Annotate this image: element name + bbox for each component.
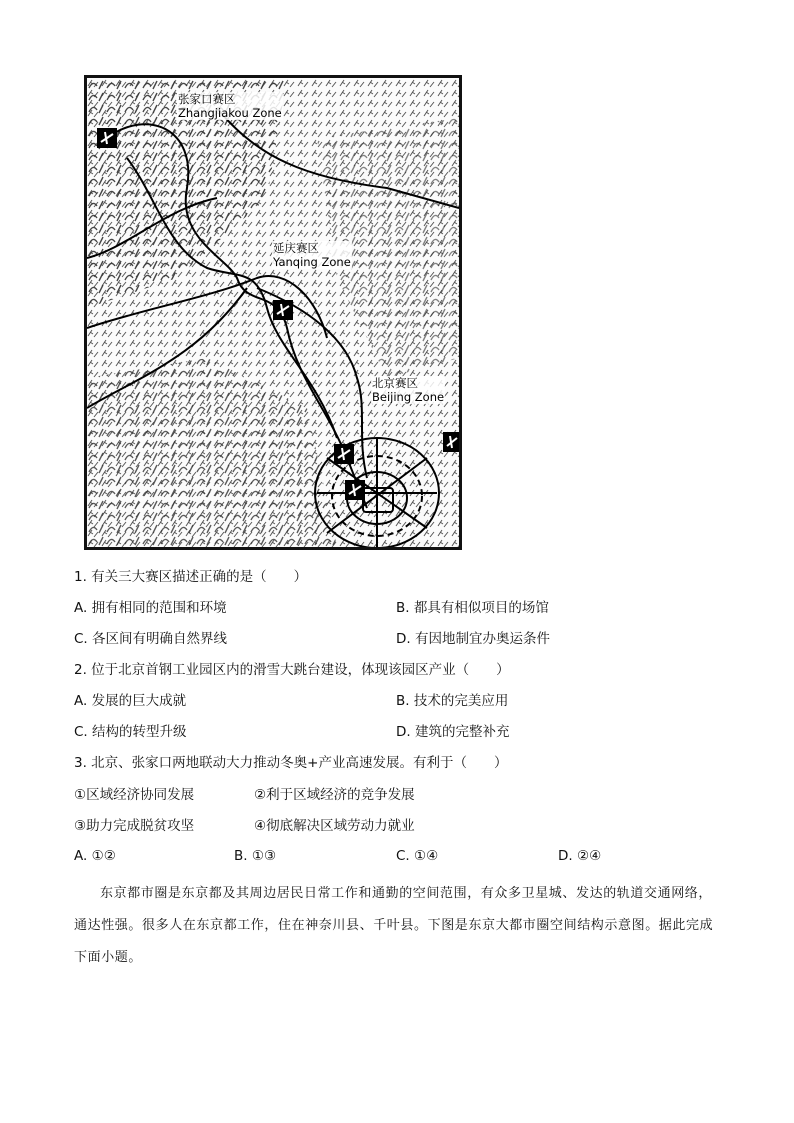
option-b[interactable] <box>396 692 508 710</box>
statement-2: ②利于区域经济的竞争发展 <box>254 787 415 803</box>
option-key: A. <box>74 848 88 864</box>
option-key: A. <box>74 693 88 709</box>
option-text: ①② <box>91 848 116 864</box>
option-text: 结构的转型升级 <box>92 724 187 740</box>
zone-en-label: Yanqing Zone <box>273 255 351 269</box>
option-text: 各区间有明确自然界线 <box>92 631 228 647</box>
zone-cn-label: 北京赛区 <box>372 376 418 390</box>
option-key: D. <box>396 724 411 740</box>
statement-1: ①区域经济协同发展 <box>74 787 195 803</box>
question-1-stem: 1. 有关三大赛区描述正确的是（ ） <box>74 569 308 585</box>
option-text: ①④ <box>414 848 439 864</box>
option-text: 技术的完美应用 <box>413 693 509 709</box>
option-key: C. <box>396 848 410 864</box>
option-text: 拥有相同的范围和环境 <box>91 600 227 616</box>
option-c[interactable] <box>74 723 187 741</box>
ski-jump-icon <box>97 128 117 148</box>
option-b[interactable] <box>396 599 549 617</box>
option-key: C. <box>74 724 88 740</box>
option-key: A. <box>74 600 88 616</box>
map-drawing <box>87 78 459 547</box>
question-3-stem: 3. 北京、张家口两地联动大力推动冬奥+产业高速发展。有利于（ ） <box>74 755 508 771</box>
option-text: 建筑的完整补充 <box>414 724 510 740</box>
option-key: D. <box>558 848 573 864</box>
option-a[interactable] <box>74 847 116 865</box>
zhangjiakou-zone-label <box>177 92 283 120</box>
zone-cn-label: 延庆赛区 <box>273 241 319 255</box>
beijing-zone-label <box>371 376 445 404</box>
zone-cn-label: 张家口赛区 <box>178 92 236 106</box>
question-2-stem: 2. 位于北京首钢工业园区内的滑雪大跳台建设，体现该园区产业（ ） <box>74 662 510 678</box>
option-d[interactable] <box>396 723 509 741</box>
statement-3: ③助力完成脱贫攻坚 <box>74 818 195 834</box>
ski-jump-icon <box>273 300 293 320</box>
yanqing-zone-label <box>272 241 352 269</box>
option-c[interactable] <box>396 847 438 865</box>
option-text: ①③ <box>251 848 277 864</box>
option-key: C. <box>74 631 88 647</box>
option-a[interactable] <box>74 692 186 710</box>
option-text: 发展的巨大成就 <box>91 693 187 709</box>
athlete-icon <box>443 432 459 452</box>
option-b[interactable] <box>234 847 276 865</box>
ski-icon <box>345 480 365 500</box>
option-d[interactable] <box>558 847 601 865</box>
option-text: 都具有相似项目的场馆 <box>413 600 549 616</box>
option-key: D. <box>396 631 411 647</box>
zone-en-label: Zhangjiakou Zone <box>178 106 282 120</box>
zone-en-label: Beijing Zone <box>372 390 445 404</box>
reading-passage: 东京都市圈是东京都及其周边居民日常工作和通勤的空间范围，有众多卫星城、发达的轨道交通网络，通达性强。很多人在东京都工作，住在神奈川县、千叶县。下图是东京大都市圈空间结构示意图。据此完成下面小题。 <box>74 886 714 965</box>
skater-icon <box>334 444 354 464</box>
statement-4: ④彻底解决区域劳动力就业 <box>254 818 415 834</box>
option-key: B. <box>396 693 410 709</box>
option-c[interactable] <box>74 630 227 648</box>
option-key: B. <box>234 848 248 864</box>
option-text: 有因地制宜办奥运条件 <box>414 631 550 647</box>
option-text: ②④ <box>576 848 602 864</box>
option-d[interactable] <box>396 630 550 648</box>
option-key: B. <box>396 600 410 616</box>
option-a[interactable] <box>74 599 227 617</box>
winter-olympics-zone-map <box>84 75 462 550</box>
